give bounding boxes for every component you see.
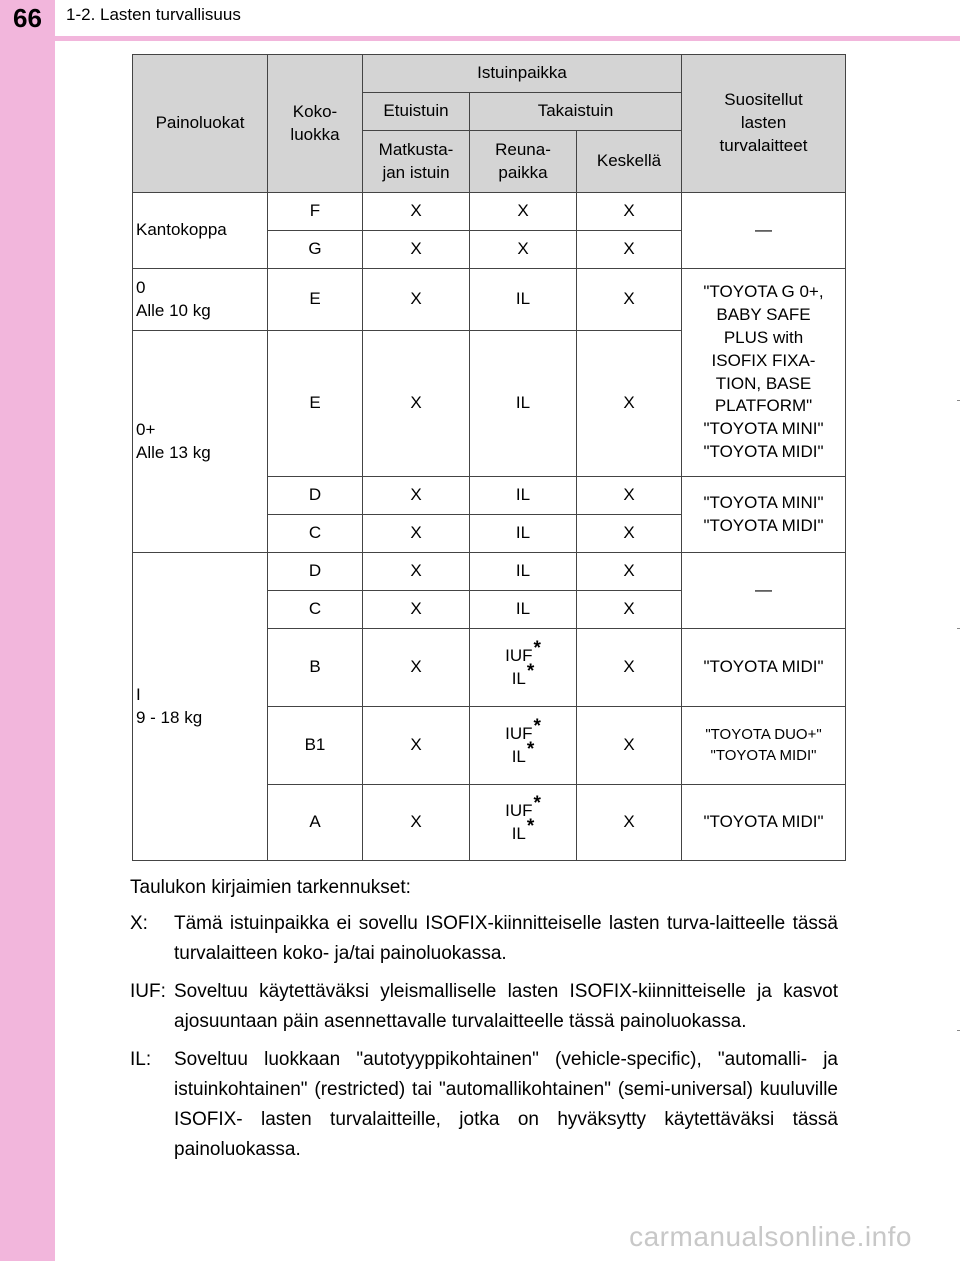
- asterisk-mark: *: [526, 815, 535, 837]
- front-cell: X: [363, 477, 470, 515]
- group-0plus: 0+ Alle 13 kg: [133, 331, 268, 553]
- header-rule: [0, 36, 960, 41]
- front-cell: X: [363, 193, 470, 231]
- legend-key: IL:: [130, 1049, 152, 1071]
- isofix-suitability-table: [132, 54, 846, 861]
- outboard-cell: [470, 629, 577, 707]
- size-cell: D: [268, 477, 363, 515]
- center-cell: X: [577, 231, 682, 269]
- outboard-iuf: IUF: [505, 723, 533, 743]
- front-cell: X: [363, 553, 470, 591]
- center-cell: X: [577, 553, 682, 591]
- header-passenger-seat: Matkusta- jan istuin: [363, 131, 470, 193]
- outboard-cell: [470, 707, 577, 785]
- table-row: [133, 553, 846, 591]
- legend-entry-x: [130, 909, 838, 969]
- center-cell: X: [577, 331, 682, 477]
- legend-entry-iuf: [130, 977, 838, 1037]
- outboard-cell: IL: [470, 477, 577, 515]
- outboard-il: IL: [511, 668, 526, 688]
- size-cell: B: [268, 629, 363, 707]
- size-cell: B1: [268, 707, 363, 785]
- legend-text: Soveltuu käytettäväksi yleismalliselle lasten ISOFIX-kiinnitteiselle ja kasvot ajosuuntaan päin asennettavalle turvalaitteelle tässä painoluokassa.: [174, 981, 838, 1033]
- center-cell: X: [577, 707, 682, 785]
- legend-text: Soveltuu luokkaan "autotyyppikohtainen" (vehicle-specific), "automalli- ja istuinkohtainen" (restricted) tai "automallikohtainen" (semi-universal) kuuluville ISOFIX- lasten turvalaitteille, jotka on hyväksytty käytettäväksi tässä painoluokassa.: [174, 1049, 838, 1161]
- front-cell: X: [363, 629, 470, 707]
- group-0: 0 Alle 10 kg: [133, 269, 268, 331]
- header-outboard: Reuna- paikka: [470, 131, 577, 193]
- outboard-il: IL: [511, 823, 526, 843]
- legend-text: Tämä istuinpaikka ei sovellu ISOFIX-kiinnitteiselle lasten turva-laitteelle tässä turvalaitteen koko- ja/tai painoluokassa.: [174, 913, 838, 965]
- front-cell: X: [363, 231, 470, 269]
- header-rear-seat: Takaistuin: [470, 93, 682, 131]
- asterisk-mark: *: [533, 715, 541, 737]
- isofix-table-wrap: [132, 54, 846, 861]
- front-cell: X: [363, 269, 470, 331]
- header-weight-class: Painoluokat: [133, 55, 268, 193]
- asterisk-mark: *: [526, 738, 535, 760]
- asterisk-mark: *: [533, 637, 541, 659]
- outboard-cell: [470, 785, 577, 861]
- center-cell: X: [577, 629, 682, 707]
- recommended-group-1-dc: —: [682, 553, 846, 629]
- header-seating-position: Istuinpaikka: [363, 55, 682, 93]
- size-cell: F: [268, 193, 363, 231]
- outboard-cell: IL: [470, 331, 577, 477]
- recommended-group-1-b: "TOYOTA MIDI": [682, 629, 846, 707]
- header-front-seat: Etuistuin: [363, 93, 470, 131]
- front-cell: X: [363, 785, 470, 861]
- center-cell: X: [577, 269, 682, 331]
- table-row: [133, 269, 846, 331]
- watermark: carmanualsonline.info: [629, 1221, 912, 1252]
- group-carrycot: Kantokoppa: [133, 193, 268, 269]
- legend: [130, 873, 838, 1173]
- legend-title: Taulukon kirjaimien tarkennukset:: [130, 877, 411, 898]
- header-center: Keskellä: [577, 131, 682, 193]
- header-recommended: Suositellut lasten turvalaitteet: [682, 55, 846, 193]
- outboard-iuf: IUF: [505, 800, 533, 820]
- outboard-il: IL: [511, 746, 526, 766]
- page-number: 66: [13, 2, 42, 33]
- asterisk-mark: *: [533, 792, 541, 814]
- outboard-cell: X: [470, 193, 577, 231]
- section-title: 1-2. Lasten turvallisuus: [66, 5, 241, 24]
- asterisk-mark: *: [526, 660, 535, 682]
- outboard-cell: X: [470, 231, 577, 269]
- recommended-group-1-a: "TOYOTA MIDI": [682, 785, 846, 861]
- recommended-carrycot: —: [682, 193, 846, 269]
- recommended-group-0: "TOYOTA G 0+, BABY SAFE PLUS with ISOFIX FIXA- TION, BASE PLATFORM" "TOYOTA MINI" "TOYOTA MIDI": [682, 269, 846, 477]
- legend-key: IUF:: [130, 981, 166, 1003]
- legend-entry-il: [130, 1045, 838, 1165]
- center-cell: X: [577, 591, 682, 629]
- recommended-group-0plus-dc: "TOYOTA MINI" "TOYOTA MIDI": [682, 477, 846, 553]
- outboard-cell: IL: [470, 591, 577, 629]
- center-cell: X: [577, 477, 682, 515]
- group-1: I 9 - 18 kg: [133, 553, 268, 861]
- header-size-class: Koko- luokka: [268, 55, 363, 193]
- side-tab-strip: [0, 0, 55, 1261]
- front-cell: X: [363, 707, 470, 785]
- center-cell: X: [577, 785, 682, 861]
- center-cell: X: [577, 193, 682, 231]
- outboard-cell: IL: [470, 553, 577, 591]
- size-cell: C: [268, 591, 363, 629]
- size-cell: C: [268, 515, 363, 553]
- size-cell: G: [268, 231, 363, 269]
- table-row: [133, 193, 846, 231]
- size-cell: D: [268, 553, 363, 591]
- front-cell: X: [363, 515, 470, 553]
- size-cell: E: [268, 331, 363, 477]
- outboard-cell: IL: [470, 515, 577, 553]
- outboard-iuf: IUF: [505, 645, 533, 665]
- front-cell: X: [363, 591, 470, 629]
- size-cell: A: [268, 785, 363, 861]
- center-cell: X: [577, 515, 682, 553]
- outboard-cell: IL: [470, 269, 577, 331]
- front-cell: X: [363, 331, 470, 477]
- size-cell: E: [268, 269, 363, 331]
- recommended-group-1-b1: "TOYOTA DUO+" "TOYOTA MIDI": [682, 707, 846, 785]
- legend-key: X:: [130, 913, 148, 935]
